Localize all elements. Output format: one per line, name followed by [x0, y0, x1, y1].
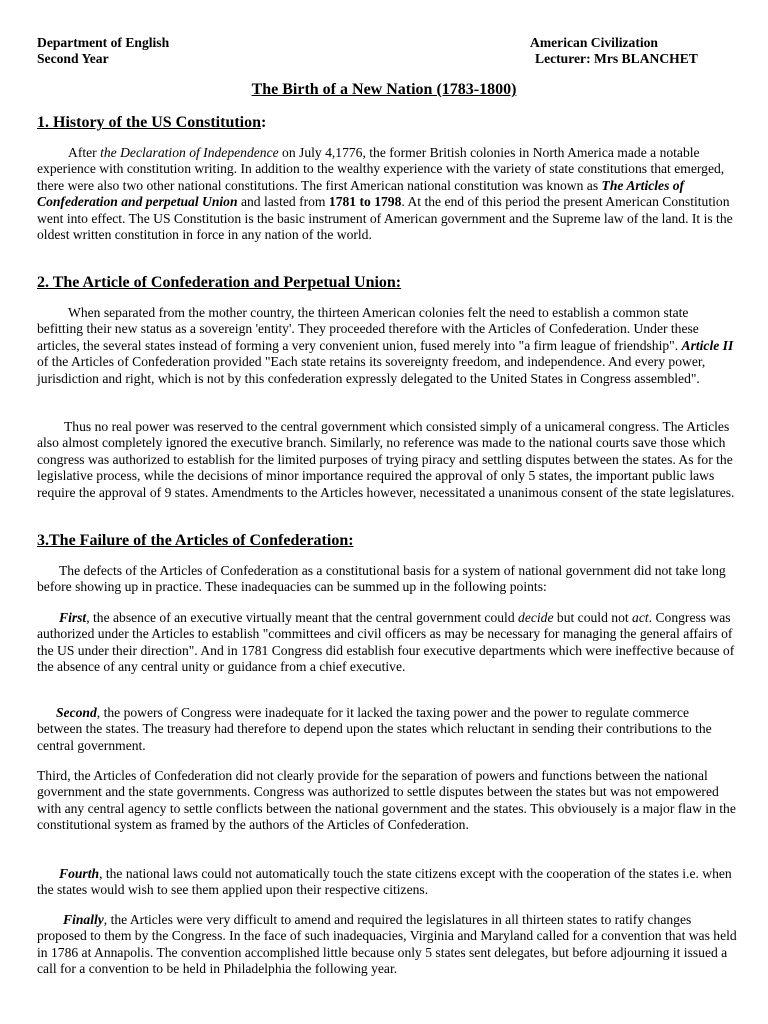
text-run-italic: decide: [518, 610, 554, 625]
text-run: The defects of the Articles of Confederation as a constitutional basis for a system of national government did not take long before showing up in practice. These inadequacies can be summed up in the following points:: [37, 563, 726, 595]
text-run: When separated from the mother country, the thirteen American colonies felt the need to establish a common state befitting their new status as a sovereign 'entity'. They proceeded therefore with the Articles of Confederation. Under these articles, the several states instead of forming a very convenient union, fused merely into "a firm league of friendship".: [37, 305, 699, 353]
document-title: The Birth of a New Nation (1783-1800): [251, 81, 517, 98]
text-run-bold-italic: Article II: [681, 337, 734, 353]
section1-heading-text: 1. History of the US Constitution: [37, 114, 262, 131]
section3-heading: [37, 532, 354, 550]
section2-heading: [37, 274, 401, 292]
text-run-bold-italic: Finally: [63, 912, 104, 927]
text-run: After: [68, 145, 101, 160]
section3-paragraph-fourth: [37, 866, 737, 899]
section3-paragraph-1: [37, 563, 737, 596]
text-run: , the Articles were very difficult to amend and required the legislatures in all thirteen states to ratify changes proposed to them by the Congress. In the face of such inadequacies, Virginia and Maryland called for a convention that was held in 1786 at Annapolis. The convention accomplished little because only 5 states sent delegates, but before adjourning it issued a call for a convention to be held in Philadelphia the following year.: [37, 912, 737, 977]
text-run: , the national laws could not automatically touch the state citizens except with the cooperation of the states i.e. when the states would wish to see them applied upon their respective citizens.: [37, 866, 732, 898]
text-run: . At the end of this period the present American Constitution went into effect. The US Constitution is the basic instrument of American government and the Supreme law of the land. It is the oldest written constitution in force in any nation of the world.: [37, 194, 733, 243]
text-run: Third, the Articles of Confederation did not clearly provide for the separation of powers and functions between the national government and the state governments. Congress was authorized to settle disputes between the states but was not empowered with any central agency to settle conflicts between the national government and the states. This obviousely is a major flaw in the constitutional system as framed by the authors of the Articles of Confederation.: [37, 768, 736, 833]
header-left: [37, 35, 169, 67]
text-run: of the Articles of Confederation provided "Each state retains its sovereignty freedom, and independence. And every power, jurisdiction and right, which is not by this confederation expressly delegated to the United States in Congress assembled".: [37, 354, 706, 386]
section3-paragraph-second: [37, 705, 737, 754]
section1-heading-colon: :: [261, 114, 267, 131]
text-run-bold-italic: First: [59, 610, 87, 625]
text-run-bold-italic: Second: [56, 705, 97, 720]
text-run: on July 4,1776, the former British colonies in North America made a notable experience with constitution writing. In addition to the wealthy experience with the variety of state constitutions that emerged, there were also two other national constitutions. The first American national constitution was known as: [37, 145, 725, 193]
text-run: , the absence of an executive virtually meant that the central government could: [86, 610, 519, 625]
section2-heading-text: 2. The Article of Confederation and Perpetual Union:: [37, 274, 402, 291]
section2-paragraph-2: [37, 419, 737, 501]
department-label: Department of English: [37, 35, 170, 50]
section3-paragraph-third: [37, 768, 737, 834]
section3-heading-text: 3.The Failure of the Articles of Confederation:: [37, 532, 354, 549]
text-run-bold-italic: Fourth: [59, 866, 100, 881]
section2-paragraph-1: [37, 305, 737, 387]
header-right: [530, 35, 698, 67]
text-run: but could not: [553, 610, 633, 625]
section1-paragraph: [37, 145, 737, 243]
text-run-italic: act: [632, 610, 649, 625]
text-run-italic: the Declaration of Independence: [100, 145, 279, 160]
text-run: Thus no real power was reserved to the central government which consisted simply of a unicameral congress. The Articles also almost completely ignored the executive branch. Similarly, no reference was made to the national courts save those which congress was authorized to establish for the limited purposes of trying piracy and settling disputes between the states. As for the legislative process, while the decisions of minor importance required the approval of only 5 states, the important public laws require the approval of 9 states. Amendments to the Articles however, necessitated a unanimous consent of the state legislatures.: [37, 419, 735, 500]
text-run-bold: 1781 to 1798: [328, 194, 402, 210]
text-run: and lasted from: [237, 194, 329, 210]
year-label: Second Year: [37, 51, 109, 66]
text-run-bold-italic: The Articles of Confederation and perpetual Union: [37, 177, 685, 210]
section1-heading: [37, 114, 266, 132]
text-run: . Congress was authorized under the Articles to establish "committees and civil officers as may be necessary for managing the general affairs of the US under their direction". And in 1781 Congress did establish four executive departments which were ineffective because of the absence of any central unity or guidance from a chief executive.: [37, 610, 735, 675]
section3-paragraph-finally: [37, 912, 737, 978]
section3-paragraph-first: [37, 610, 737, 676]
course-label: American Civilization: [530, 35, 658, 50]
lecturer-label: Lecturer: Mrs BLANCHET: [535, 51, 698, 66]
text-run: , the powers of Congress were inadequate for it lacked the taxing power and the power to regulate commerce between the states. The treasury had therefore to depend upon the states which reluctant in sending their contributions to the central government.: [37, 705, 712, 753]
